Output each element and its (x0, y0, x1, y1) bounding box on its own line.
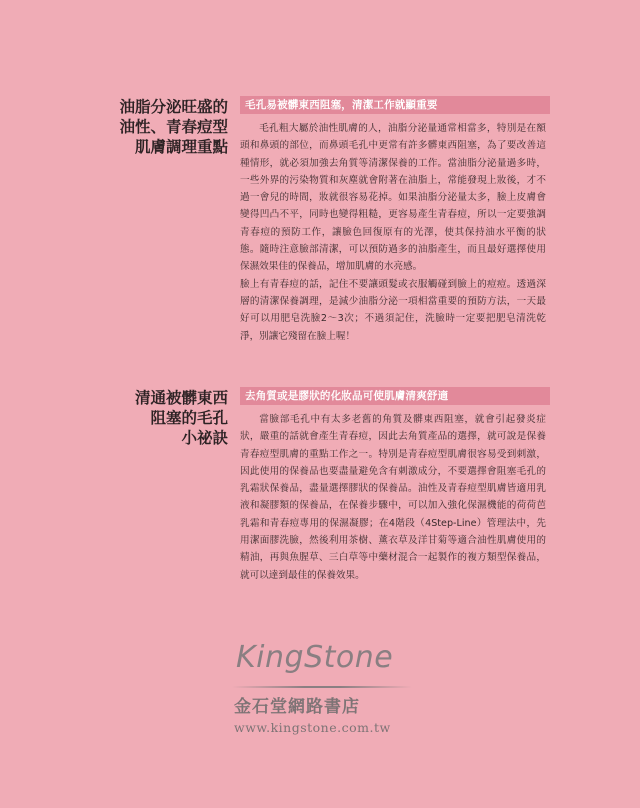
section1-body (240, 120, 546, 345)
kingstone-logo-chinese: 金石堂網路書店 (234, 697, 360, 717)
section2-side-title-line: 清通被髒東西 (134, 388, 228, 407)
section1-paragraph: 毛孔粗大屬於油性肌膚的人，油脂分泌量通常相當多，特別是在額頭和鼻頭的部位，而鼻頭毛孔中更常有許多髒東西阻塞，為了要改善這種情形，就必須加強去角質等清潔保養的工作。當油脂分泌量過多時，一些外界的污染物質和灰塵就會附著在油脂上，常能發現上妝後，才不過一會兒的時間，妝就很容易花掉。如果油脂分泌量太多，臉上皮膚會變得凹凸不平，同時也變得粗糙，更容易產生青春痘，所以一定要強調青春痘的預防工作，讓臉色回復原有的光澤，使其保持油水平衡的狀態。隨時注意臉部清潔，可以預防過多的油脂產生，而且最好選擇使用保濕效果佳的保養品，增加肌膚的水亮感。 (240, 123, 546, 273)
logo-divider (232, 686, 412, 688)
section2-heading: 去角質或是膠狀的化妝品可使肌膚清爽舒適 (240, 387, 550, 405)
section2-side-title-line: 阻塞的毛孔 (150, 408, 228, 427)
section2-paragraph: 當臉部毛孔中有太多老舊的角質及髒東西阻塞，就會引起發炎症狀，嚴重的話就會產生青春痘，因此去角質產品的選擇，就可說是保養青春痘型肌膚的重點工作之一。特別是青春痘型肌膚很容易受到刺激，因此使用的保養品也要盡量避免含有刺激成分，不要選擇會阻塞毛孔的乳霜狀保養品，盡量選擇膠狀的保養品。油性及青春痘型肌膚皆適用乳液和凝膠類的保養品，在保養步驟中，可以加入強化保濕機能的荷荷芭乳霜和青春痘專用的保濕凝膠；在4階段（4Step-Line）管理法中，先用潔面膠洗臉，然後利用茶樹、薰衣草及洋甘菊等適合油性肌膚使用的精油，再與魚腥草、三白草等中藥材混合一起製作的複方類型保養品，就可以達到最佳的保養效果。 (240, 414, 546, 581)
section1-side-title (119, 97, 228, 157)
section1-side-title-line: 油性、青春痘型 (119, 117, 228, 136)
section2-body (240, 411, 546, 584)
section1-side-title-line: 肌膚調理重點 (134, 137, 228, 156)
section1-paragraph: 臉上有青春痘的話，記住不要讓頭髮或衣服觸碰到臉上的痘痘。透過深層的清潔保養調理，是減少油脂分泌一項相當重要的預防方法，一天最好可以用肥皂洗臉2～3次；不過須記住，洗臉時一定要把肥皂清洗乾淨，別讓它殘留在臉上喔！ (240, 278, 546, 342)
section2-side-title (135, 388, 228, 448)
section1-side-title-line: 油脂分泌旺盛的 (119, 97, 228, 116)
section1-heading: 毛孔易被髒東西阻塞，清潔工作就顯重要 (240, 96, 550, 114)
kingstone-logo-word: KingStone (236, 640, 394, 675)
section2-side-title-line: 小祕訣 (181, 428, 228, 447)
kingstone-logo-url: www.kingstone.com.tw (234, 720, 391, 735)
